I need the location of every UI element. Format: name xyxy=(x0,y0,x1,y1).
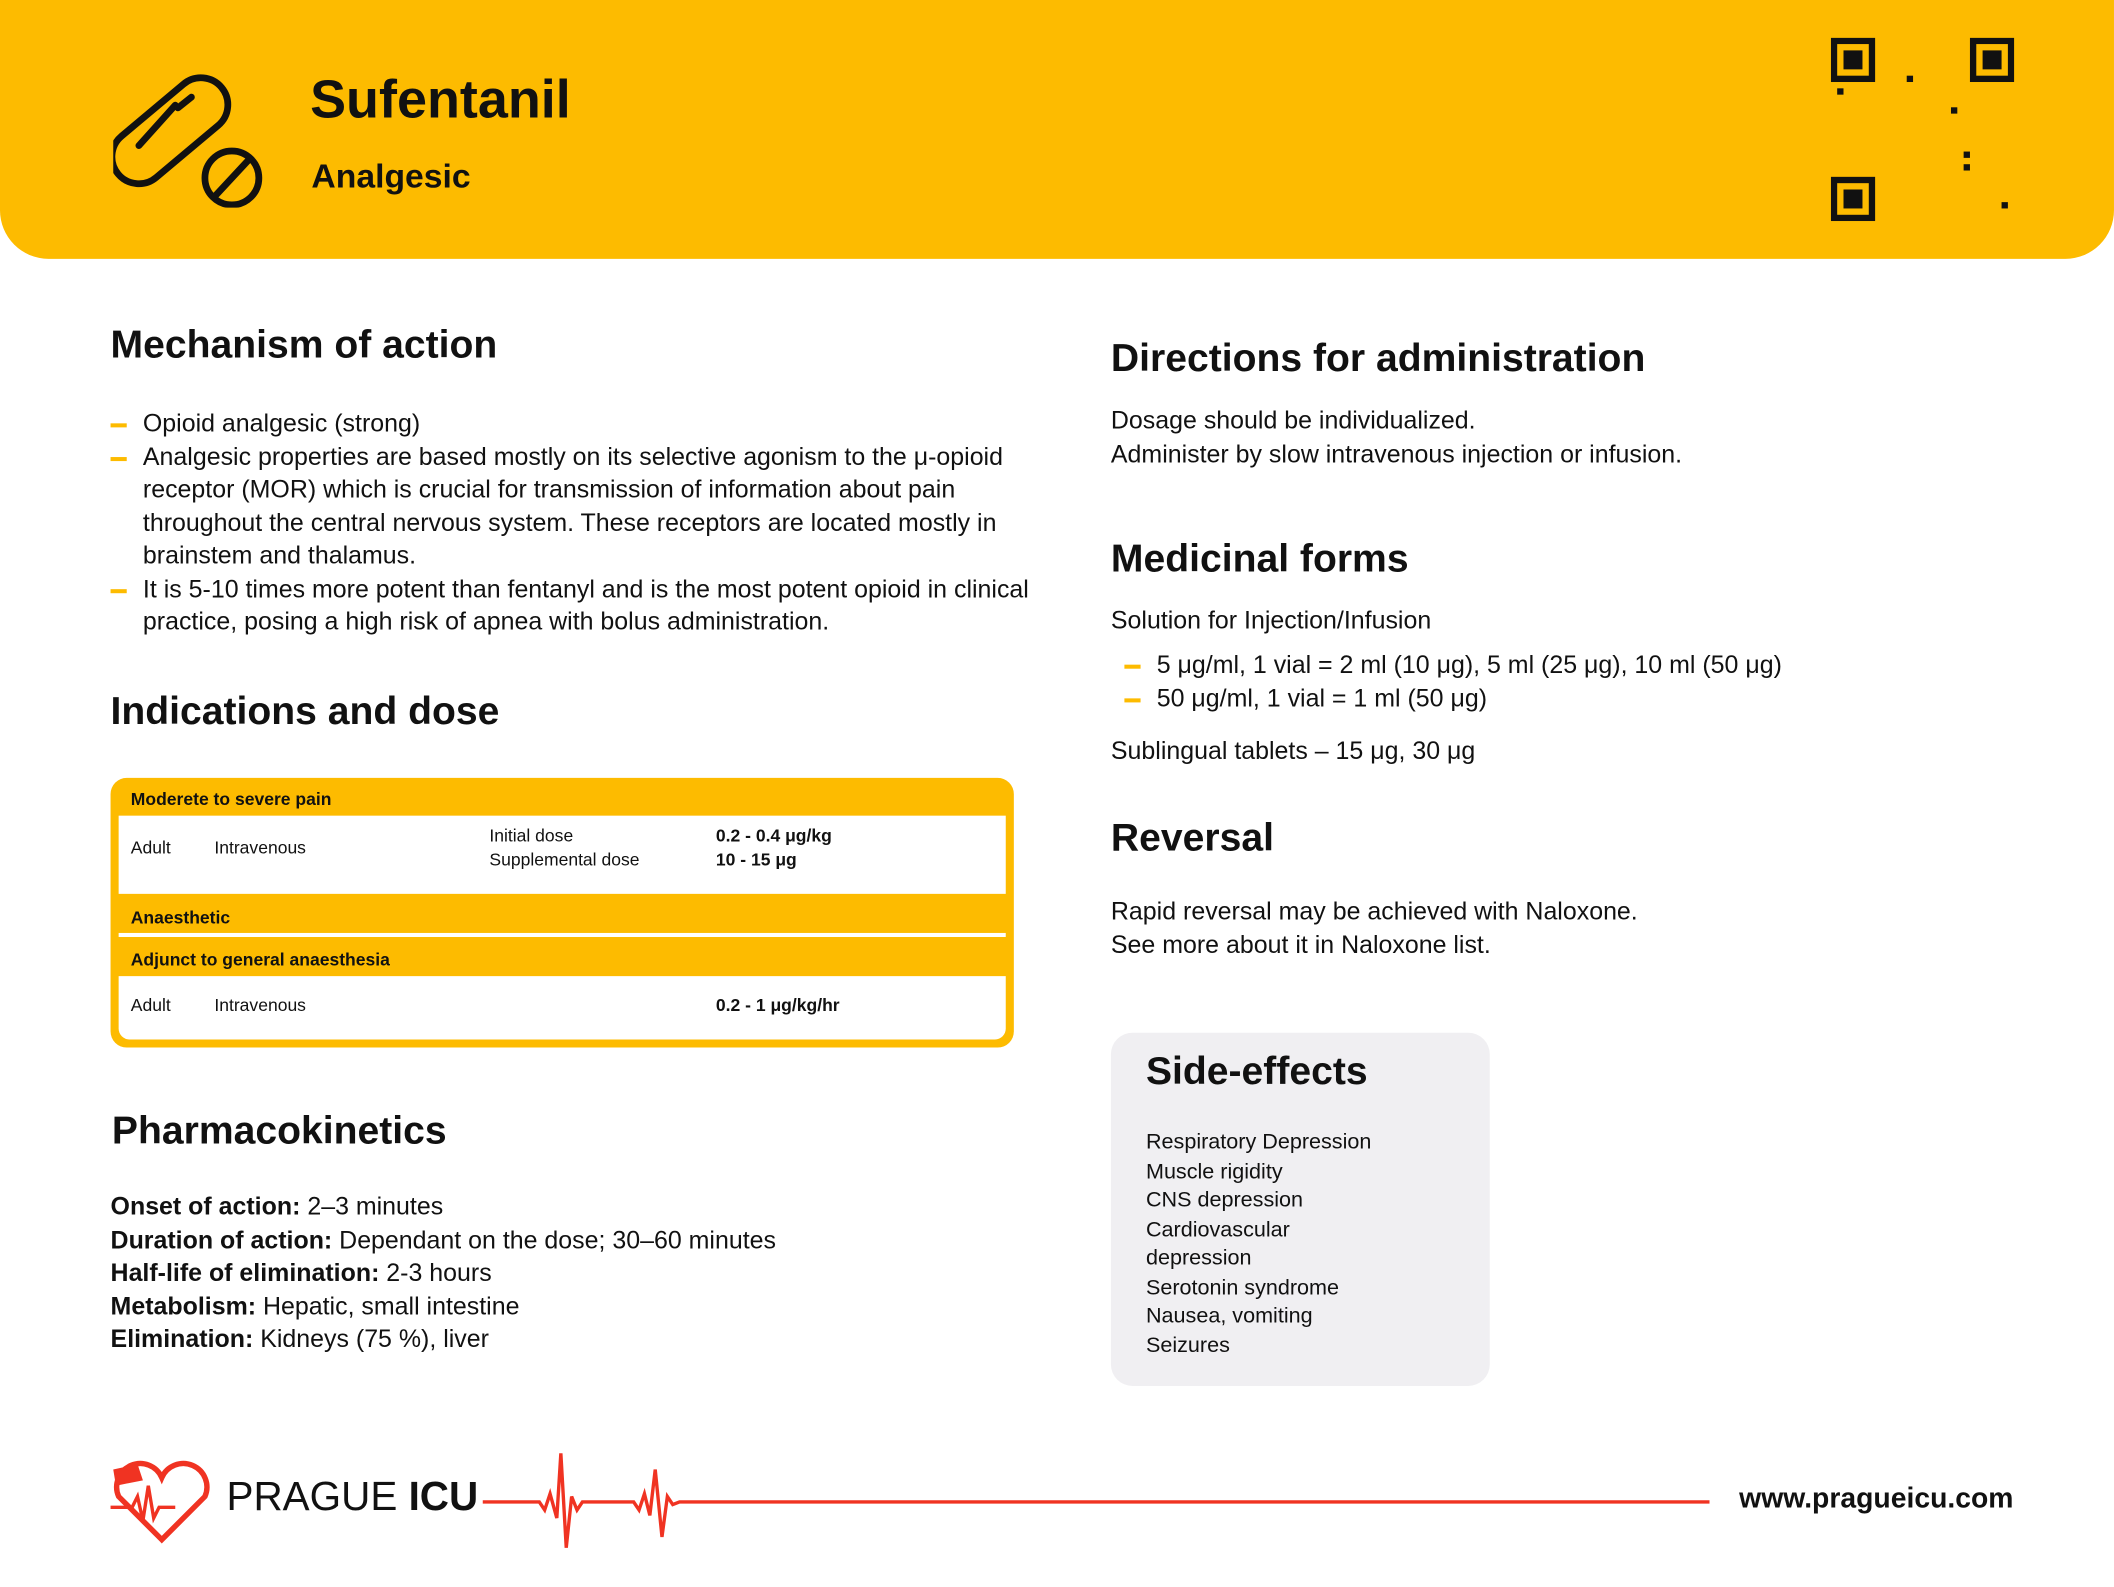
tablets-text: Sublingual tablets – 15 μg, 30 μg xyxy=(1110,736,1476,765)
pk-value: Kidneys (75 %), liver xyxy=(253,1323,489,1353)
reversal-text xyxy=(1111,895,1638,961)
pharmacokinetics-list xyxy=(111,1190,776,1355)
heartbeat-line-icon xyxy=(483,1451,1713,1553)
directions-heading: Directions for administration xyxy=(1110,337,1646,381)
pk-value: Hepatic, small intestine xyxy=(256,1290,520,1320)
pk-value: 2–3 minutes xyxy=(300,1191,444,1221)
indications-heading: Indications and dose xyxy=(110,690,500,734)
list-item: Opioid analgesic (strong) xyxy=(111,407,1041,440)
pk-label: Half-life of elimination: xyxy=(110,1257,380,1287)
solution-label: Solution for Injection/Infusion xyxy=(1110,605,1432,634)
list-item: Nausea, vomiting xyxy=(1145,1305,1313,1328)
route: Intravenous xyxy=(214,837,306,858)
text-line: Dosage should be individualized. xyxy=(1110,405,1476,435)
header-banner xyxy=(0,0,2114,259)
forms-list xyxy=(1124,648,1781,714)
drug-title: Sufentanil xyxy=(310,70,571,130)
text-line: Rapid reversal may be achieved with Naloxone. xyxy=(1110,896,1638,925)
group-label: Adjunct to general anaesthesia xyxy=(130,949,390,970)
mechanism-heading: Mechanism of action xyxy=(110,323,498,367)
list-item: Seizures xyxy=(1145,1334,1230,1357)
drug-class: Analgesic xyxy=(311,157,471,196)
list-item: Muscle rigidity xyxy=(1145,1160,1283,1184)
list-item: CNS depression xyxy=(1145,1189,1304,1213)
forms-heading: Medicinal forms xyxy=(1110,537,1409,582)
pk-value: 2-3 hours xyxy=(379,1257,492,1287)
pk-value: Dependant on the dose; 30–60 minutes xyxy=(332,1224,776,1254)
dose-value: 0.2 - 0.4 μg/kg xyxy=(715,825,832,846)
group-label: Anaesthetic xyxy=(130,907,231,928)
logo-icu: ICU xyxy=(408,1474,479,1520)
side-effects-panel xyxy=(1111,1033,1490,1386)
pk-row xyxy=(111,1223,776,1256)
side-effects-heading: Side-effects xyxy=(1145,1050,1368,1094)
qr-code-icon xyxy=(1831,38,2014,221)
pk-row xyxy=(111,1190,776,1223)
pk-row xyxy=(111,1290,776,1323)
logo-prague: PRAGUE xyxy=(226,1474,398,1520)
route: Intravenous xyxy=(214,994,306,1016)
website-link[interactable]: www.pragueicu.com xyxy=(1739,1483,2014,1515)
list-item: 50 μg/ml, 1 vial = 1 ml (50 μg) xyxy=(1124,682,1781,715)
dose-value: 0.2 - 1 μg/kg/hr xyxy=(715,994,840,1016)
dose-label: Initial dose xyxy=(489,825,574,846)
dose-label: Supplemental dose xyxy=(489,849,640,870)
pk-label: Metabolism: xyxy=(110,1290,257,1320)
mechanism-list xyxy=(111,407,1041,638)
side-effects-list xyxy=(1146,1128,1416,1360)
logo-text xyxy=(226,1475,478,1521)
list-item: Analgesic properties are based mostly on its selective agonism to the μ-opioid receptor (MOR) which is crucial for transmission of information about pain throughout the central nervous system. These receptors are located mostly in brainstem and thalamus. xyxy=(111,440,1041,572)
group-label: Moderete to severe pain xyxy=(130,788,332,809)
pharmacokinetics-heading: Pharmacokinetics xyxy=(111,1109,447,1153)
divider xyxy=(119,933,1006,937)
pk-label: Onset of action: xyxy=(110,1191,301,1221)
list-item: Cardiovascular depression xyxy=(1145,1218,1290,1271)
pk-label: Elimination: xyxy=(110,1323,254,1353)
dose-value: 10 - 15 μg xyxy=(715,849,797,870)
list-item: It is 5-10 times more potent than fentanyl and is the most potent opioid in clinical practice, posing a high risk of apnea with bolus administration. xyxy=(111,572,1041,638)
pill-icon xyxy=(113,70,264,208)
dose-table xyxy=(111,778,1014,1048)
list-item: 5 μg/ml, 1 vial = 2 ml (10 μg), 5 ml (25 μg), 10 ml (50 μg) xyxy=(1124,648,1781,681)
reversal-heading: Reversal xyxy=(1110,817,1274,861)
pk-row xyxy=(111,1257,776,1290)
list-item: Respiratory Depression xyxy=(1145,1131,1372,1155)
patient: Adult xyxy=(130,994,171,1016)
patient: Adult xyxy=(130,837,171,858)
directions-text xyxy=(1111,404,1682,470)
table-row xyxy=(119,976,1006,1039)
pk-label: Duration of action: xyxy=(110,1224,333,1254)
list-item: Serotonin syndrome xyxy=(1145,1276,1340,1299)
text-line: Administer by slow intravenous injection or infusion. xyxy=(1110,438,1683,468)
table-row xyxy=(119,816,1006,894)
pk-row xyxy=(111,1323,776,1356)
text-line: See more about it in Naloxone list. xyxy=(1110,929,1491,958)
prague-icu-logo-icon xyxy=(108,1459,216,1548)
